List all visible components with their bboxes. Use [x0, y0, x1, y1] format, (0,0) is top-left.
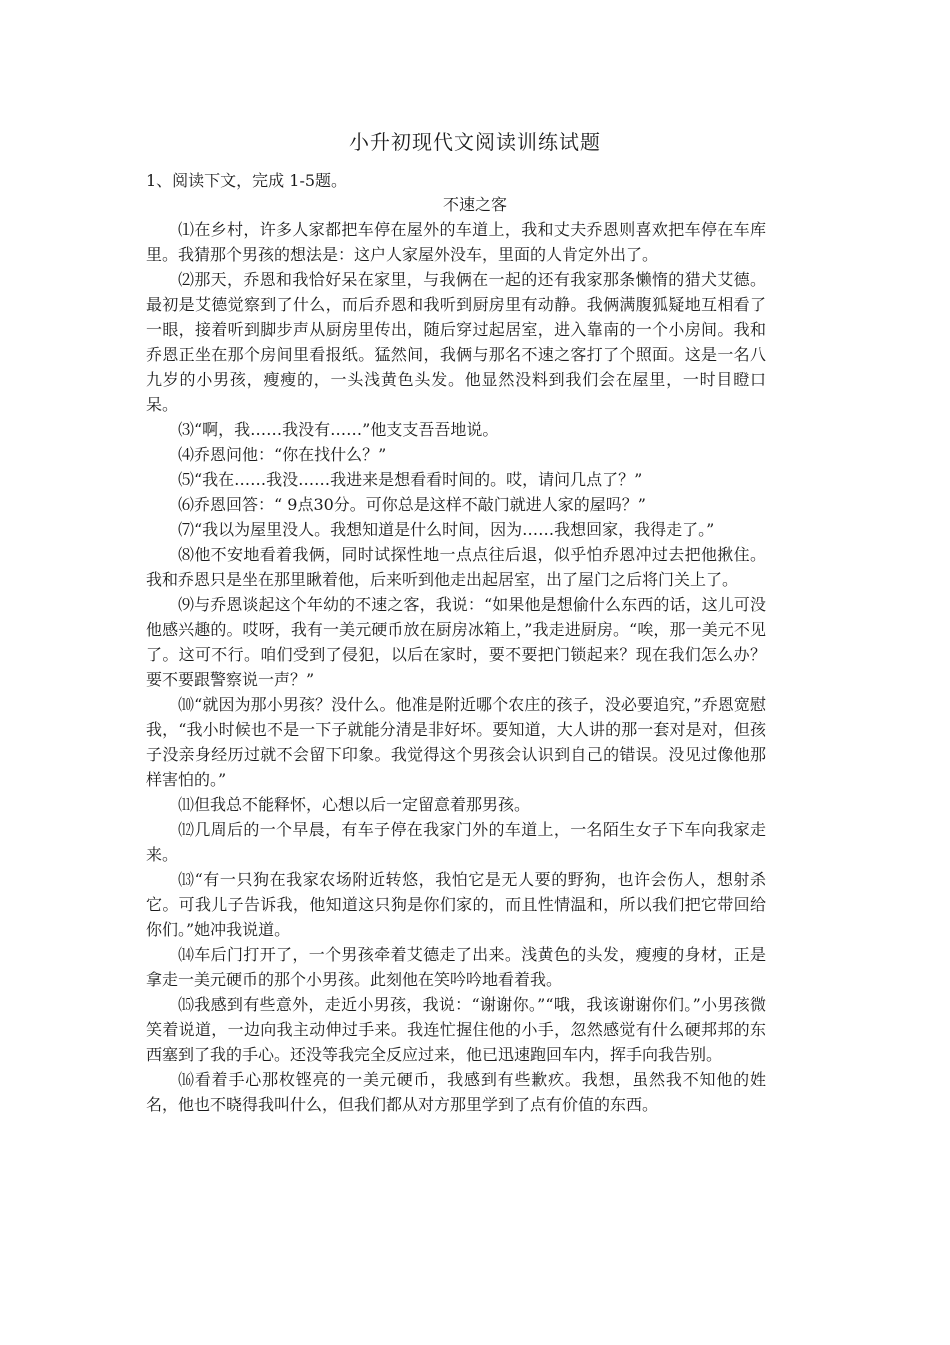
- paragraph-11: ⑾但我总不能释怀，心想以后一定留意着那男孩。: [178, 795, 531, 814]
- paragraph-7: ⑺“我以为屋里没人。我想知道是什么时间，因为……我想回家，我得走了。”: [178, 520, 715, 539]
- paragraph-5: ⑸“我在……我没……我进来是想看看时间的。哎，请问几点了？”: [178, 470, 643, 489]
- paragraph-16: ⒃看着手心那枚铿亮的一美元硬币，我感到有些歉疚。我想，虽然我不知他的姓名，他也不晓得我叫什么，但我们都从对方那里学到了点有价值的东西。: [146, 1070, 766, 1114]
- paragraph-1: ⑴在乡村，许多人家都把车停在屋外的车道上，我和丈夫乔恩则喜欢把车停在车库里。我猜那个男孩的想法是：这户人家屋外没车，里面的人肯定外出了。: [146, 220, 766, 264]
- document-title: 小升初现代文阅读训练试题: [349, 130, 601, 154]
- paragraph-15: ⒂我感到有些意外，走近小男孩，我说：“谢谢你。”“哦，我该谢谢你们。”小男孩微笑着说道，一边向我主动伸过手来。我连忙握住他的小手，忽然感觉有什么硬邦邦的东西塞到了我的手心。还没等我完全反应过来，他已迅速跑回车内，挥手向我告别。: [146, 995, 766, 1064]
- story-body: [146, 217, 766, 1117]
- paragraph-2: ⑵那天，乔恩和我恰好呆在家里，与我俩在一起的还有我家那条懒惰的猎犬艾德。最初是艾德觉察到了什么，而后乔恩和我听到厨房里有动静。我俩满腹狐疑地互相看了一眼，接着听到脚步声从厨房里传出，随后穿过起居室，进入靠南的一个小房间。我和乔恩正坐在那个房间里看报纸。猛然间，我俩与那名不速之客打了个照面。这是一名八九岁的小男孩，瘦瘦的，一头浅黄色头发。他显然没料到我们会在屋里，一时目瞪口呆。: [146, 270, 766, 414]
- story-title: 不速之客: [442, 195, 507, 214]
- paragraph-13: ⒀“有一只狗在我家农场附近转悠，我怕它是无人要的野狗，也许会伤人，想射杀它。可我儿子告诉我，他知道这只狗是你们家的，而且性情温和，所以我们把它带回给你们。”她冲我说道。: [146, 870, 766, 939]
- paragraph-3: ⑶“啊，我……我没有……”他支支吾吾地说。: [178, 420, 499, 439]
- paragraph-4: ⑷乔恩问他：“你在找什么？”: [178, 445, 387, 464]
- question-instruction: 1、阅读下文，完成 1-5题。: [146, 171, 348, 190]
- paragraph-14: ⒁车后门打开了，一个男孩牵着艾德走了出来。浅黄色的头发，瘦瘦的身材，正是拿走一美元硬币的那个小男孩。此刻他在笑吟吟地看着我。: [146, 945, 766, 989]
- paragraph-8: ⑻他不安地看着我俩，同时试探性地一点点往后退，似乎怕乔恩冲过去把他揪住。我和乔恩只是坐在那里瞅着他，后来听到他走出起居室，出了屋门之后将门关上了。: [146, 545, 766, 589]
- paragraph-10: ⑽“就因为那小男孩？没什么。他准是附近哪个农庄的孩子，没必要追究，”乔恩宽慰我，“我小时候也不是一下子就能分清是非好坏。要知道，大人讲的那一套对是对，但孩子没亲身经历过就不会留下印象。我觉得这个男孩会认识到自己的错误。没见过像他那样害怕的。”: [146, 695, 766, 789]
- paragraph-9: ⑼与乔恩谈起这个年幼的不速之客，我说：“如果他是想偷什么东西的话，这儿可没他感兴趣的。哎呀，我有一美元硬币放在厨房冰箱上，”我走进厨房。“唉，那一美元不见了。这可不行。咱们受到了侵犯，以后在家时，要不要把门锁起来？现在我们怎么办？要不要跟警察说一声？”: [146, 595, 766, 689]
- paragraph-6: ⑹乔恩回答：“ 9点30分。可你总是这样不敲门就进人家的屋吗？”: [178, 495, 646, 514]
- paragraph-12: ⑿几周后的一个早晨，有车子停在我家门外的车道上，一名陌生女子下车向我家走来。: [146, 820, 766, 864]
